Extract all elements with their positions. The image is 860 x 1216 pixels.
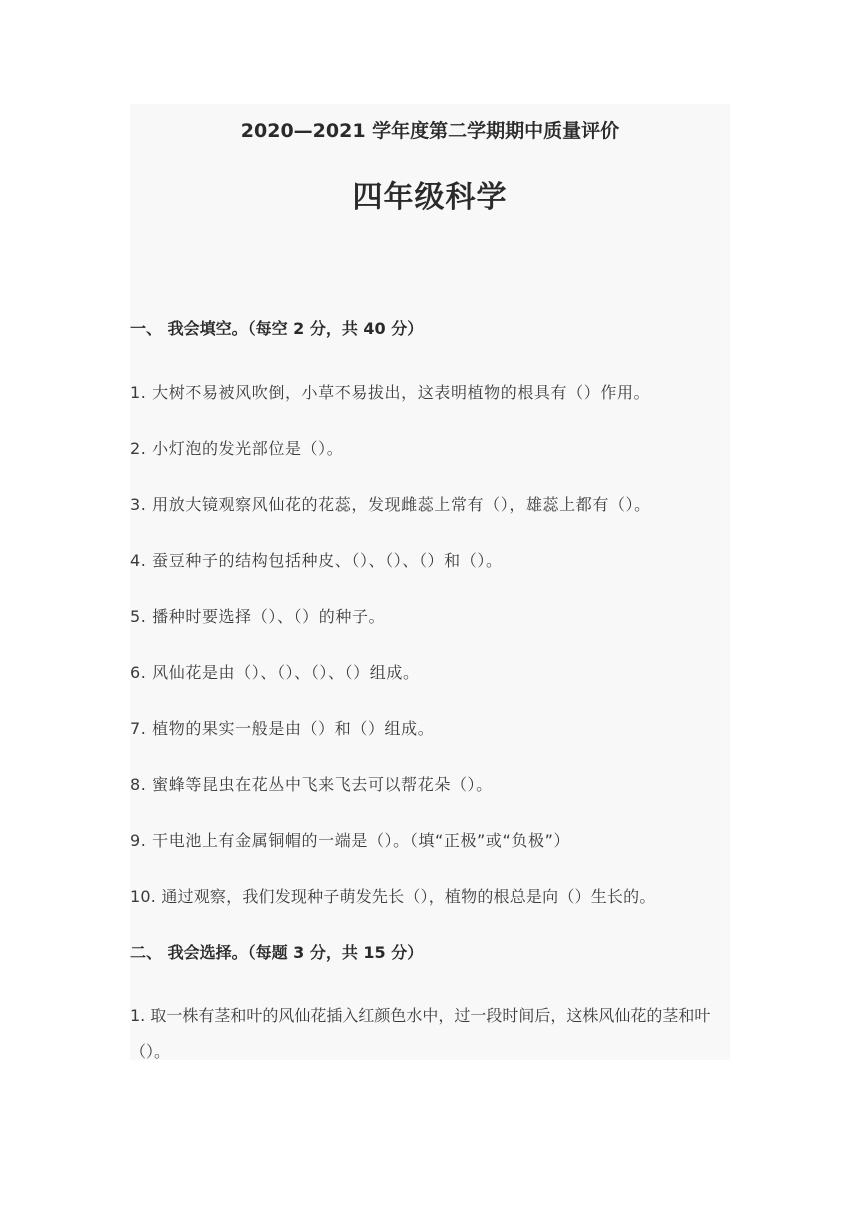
section-heading-multiple-choice: 二、 我会选择。（每题 3 分，共 15 分） (130, 943, 424, 962)
question-item: 10. 通过观察，我们发现种子萌发先长（），植物的根总是向（）生长的。 (130, 887, 656, 906)
question-item: 4. 蚕豆种子的结构包括种皮、（）、（）、（）和（）。 (130, 551, 503, 570)
question-item: 3. 用放大镜观察风仙花的花蕊，发现雌蕊上常有（），雄蕊上都有（）。 (130, 495, 651, 514)
question-item: 1. 大树不易被风吹倒，小草不易拔出，这表明植物的根具有（）作用。 (130, 383, 651, 402)
exam-subtitle: 2020—2021 学年度第二学期期中质量评价 (240, 120, 620, 142)
question-item: 8. 蜜蜂等昆虫在花丛中飞来飞去可以帮花朵（）。 (130, 775, 493, 794)
question-item: 7. 植物的果实一般是由（）和（）组成。 (130, 719, 435, 738)
section-heading-fill-blank: 一、 我会填空。（每空 2 分，共 40 分） (130, 319, 424, 338)
exam-title: 四年级科学 (352, 180, 508, 215)
question-item: 9. 干电池上有金属铜帽的一端是（）。（填“正极”或“负极”） (130, 831, 571, 850)
question-item: 6. 风仙花是由（）、（）、（）、（）组成。 (130, 663, 420, 682)
document-page (130, 104, 730, 1060)
question-item: 5. 播种时要选择（）、（）的种子。 (130, 607, 386, 626)
question-item: 1. 取一株有茎和叶的风仙花插入红颜色水中，过一段时间后，这株风仙花的茎和叶（）。 (130, 1006, 711, 1061)
question-item: 2. 小灯泡的发光部位是（）。 (130, 439, 344, 458)
